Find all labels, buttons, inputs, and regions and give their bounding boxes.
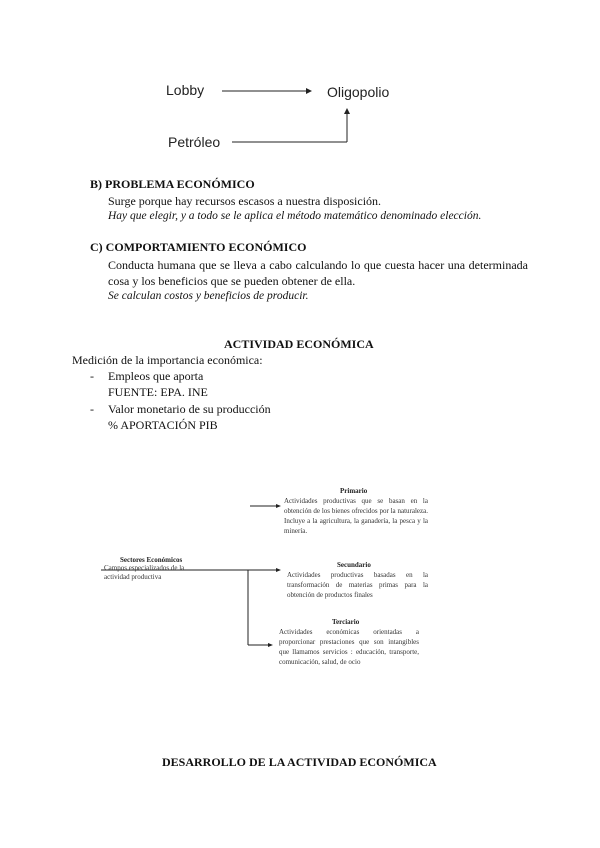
section-b-line2: Hay que elegir, y a todo se le aplica el método matemático denominado elección. [108, 210, 482, 222]
bullet-dash: - [90, 369, 94, 383]
section-b-heading: B) PROBLEMA ECONÓMICO [90, 177, 255, 191]
lobby-label: Lobby [166, 82, 205, 98]
section-c-line2: Se calculan costos y beneficios de producir. [108, 290, 309, 302]
petroleo-label: Petróleo [168, 134, 221, 150]
sectores-root-desc: Campos especializados de la actividad productiva [104, 564, 185, 581]
sectores-root-title: Sectores Económicos [120, 556, 183, 564]
section-c-heading: C) COMPORTAMIENTO ECONÓMICO [90, 240, 307, 254]
bullet-valor-sub: % APORTACIÓN PIB [108, 418, 218, 432]
bullet-valor: Valor monetario de su producción [108, 402, 271, 416]
primario-desc: Actividades productivas que se basan en la obtención de los bienes ofrecidos por la naturaleza. Incluye a la agricultura, la ganadería, la pesca y la minería. [284, 497, 428, 535]
bottom-title: DESARROLLO DE LA ACTIVIDAD ECONÓMICA [162, 755, 437, 769]
oligopolio-label: Oligopolio [327, 84, 390, 100]
terciario-desc: Actividades económicas orientadas a proporcionar prestaciones que son intangibles que llamamos servicios : educación, transporte, comunicación, salud, de ocio [279, 628, 419, 666]
actividad-intro: Medición de la importancia económica: [72, 353, 263, 367]
secundario-desc: Actividades productivas basadas en la transformación de materias primas para la obtención de productos finales [287, 571, 428, 599]
petroleo-arrowhead [344, 108, 350, 114]
lobby-arrowhead [306, 88, 312, 94]
section-c-paragraph: Conducta humana que se lleva a cabo calculando lo que cuesta hacer una determinada cosa y los beneficios que se pueden obtener de ella. [108, 258, 528, 288]
bullet-dash: - [90, 402, 94, 416]
secundario-title: Secundario [337, 561, 371, 569]
terciario-title: Terciario [332, 618, 360, 626]
section-b-line1: Surge porque hay recursos escasos a nuestra disposición. [108, 194, 382, 208]
bullet-empleos: Empleos que aporta [108, 369, 204, 383]
bullet-empleos-sub: FUENTE: EPA. INE [108, 385, 208, 399]
actividad-title: ACTIVIDAD ECONÓMICA [224, 337, 374, 351]
primario-title: Primario [340, 487, 368, 495]
